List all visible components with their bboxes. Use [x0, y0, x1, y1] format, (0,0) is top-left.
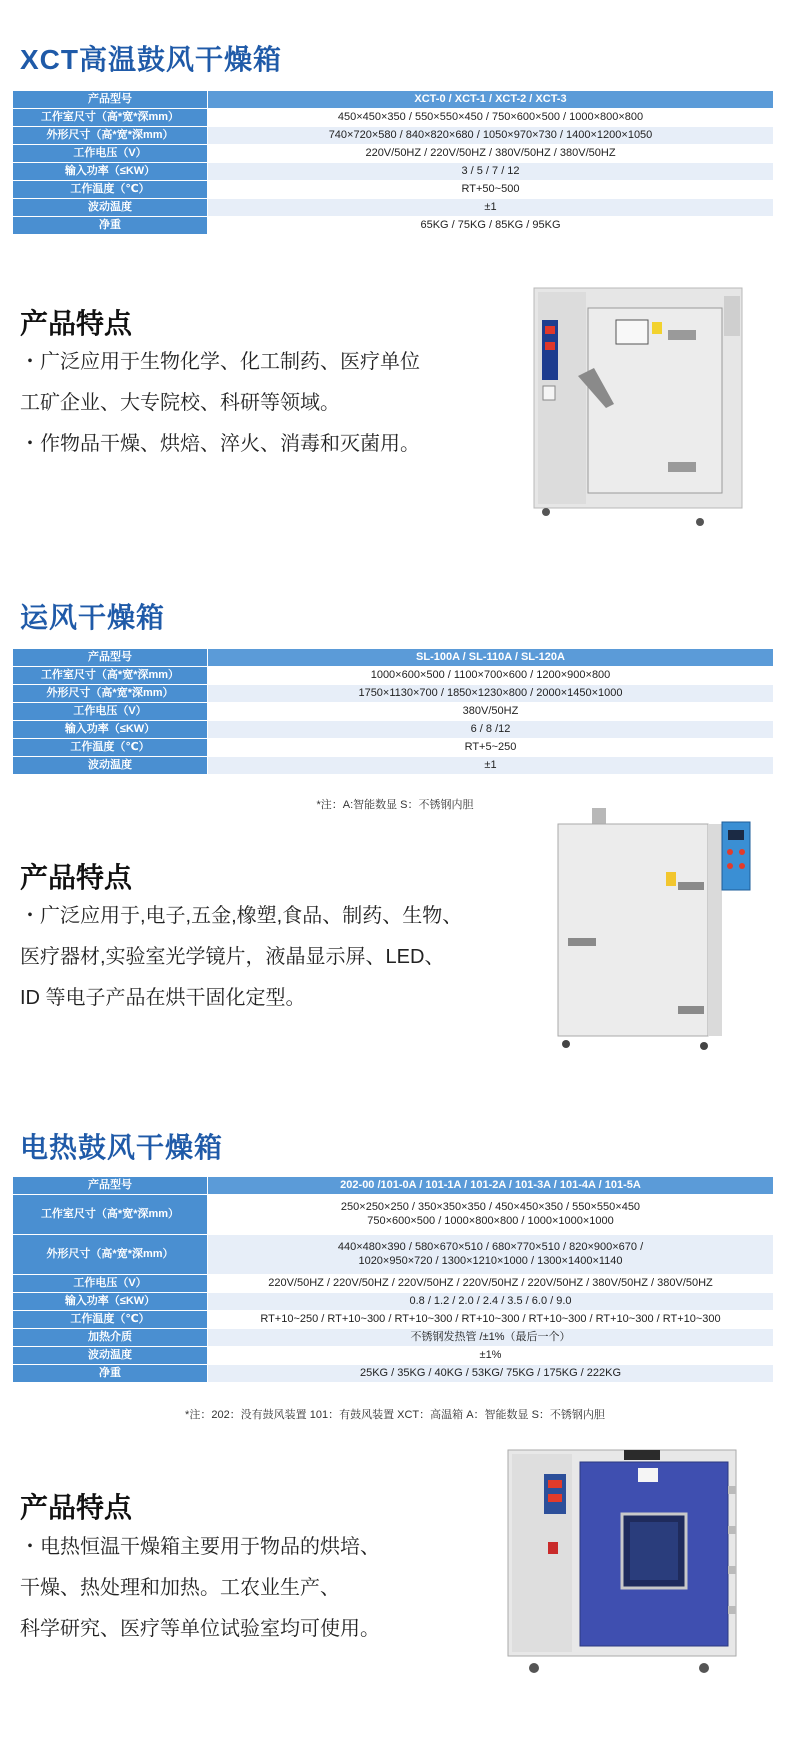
table-row — [13, 109, 774, 127]
row-value: ±1 — [208, 757, 774, 775]
table-row — [13, 667, 774, 685]
table-row — [13, 91, 774, 109]
row-value: 380V/50HZ — [208, 703, 774, 721]
table-row — [13, 757, 774, 775]
row-value: 25KG / 35KG / 40KG / 53KG/ 75KG / 175KG / 222KG — [208, 1365, 774, 1383]
row-value: XCT-0 / XCT-1 / XCT-2 / XCT-3 — [208, 91, 774, 109]
row-label: 工作温度（℃） — [13, 739, 208, 757]
row-label: 输入功率（≤KW） — [13, 163, 208, 181]
table-row — [13, 145, 774, 163]
row-value: 440×480×390 / 580×670×510 / 680×770×510 / 820×900×670 / 1020×950×720 / 1300×1210×1000 / 1300×1400×1140 — [208, 1235, 774, 1275]
row-label: 工作电压（V） — [13, 145, 208, 163]
row-value: 740×720×580 / 840×820×680 / 1050×970×730 / 1400×1200×1050 — [208, 127, 774, 145]
row-value: 0.8 / 1.2 / 2.0 / 2.4 / 3.5 / 6.0 / 9.0 — [208, 1293, 774, 1311]
feature-line: 医疗器材,实验室光学镜片，液晶显示屏、LED、 — [20, 946, 445, 968]
sl-oven-image — [554, 806, 754, 1054]
row-label: 工作温度（℃） — [13, 181, 208, 199]
table-row — [13, 1293, 774, 1311]
table-row — [13, 1235, 774, 1275]
feature-line: ・作物品干燥、烘焙、淬火、消毒和灭菌用。 — [20, 433, 420, 455]
section-1-title: XCT高温鼓风干燥箱 — [20, 44, 283, 75]
section-3-features-title: 产品特点 — [20, 1492, 133, 1523]
row-label: 工作电压（V） — [13, 703, 208, 721]
row-value: 1000×600×500 / 1100×700×600 / 1200×900×800 — [208, 667, 774, 685]
row-label: 波动温度 — [13, 757, 208, 775]
feature-line: ・电热恒温干燥箱主要用于物品的烘培、 — [20, 1536, 380, 1558]
row-value: 65KG / 75KG / 85KG / 95KG — [208, 217, 774, 235]
feature-line: ・广泛应用于生物化学、化工制药、医疗单位 — [20, 351, 420, 373]
row-label: 波动温度 — [13, 199, 208, 217]
row-label: 净重 — [13, 217, 208, 235]
table-row — [13, 721, 774, 739]
row-value: 3 / 5 / 7 / 12 — [208, 163, 774, 181]
xct-oven-image — [528, 286, 748, 530]
row-label: 外形尺寸（高*宽*深mm） — [13, 127, 208, 145]
section-2-features-title: 产品特点 — [20, 862, 133, 893]
table-row — [13, 199, 774, 217]
row-label: 工作室尺寸（高*宽*深mm） — [13, 109, 208, 127]
row-value: SL-100A / SL-110A / SL-120A — [208, 649, 774, 667]
table-row — [13, 685, 774, 703]
row-value: 1750×1130×700 / 1850×1230×800 / 2000×1450×1000 — [208, 685, 774, 703]
row-value: ±1% — [208, 1347, 774, 1365]
row-value: 220V/50HZ / 220V/50HZ / 220V/50HZ / 220V/50HZ / 220V/50HZ / 380V/50HZ / 380V/50HZ — [208, 1275, 774, 1293]
table-row — [13, 1275, 774, 1293]
table-row — [13, 1311, 774, 1329]
row-label: 波动温度 — [13, 1347, 208, 1365]
row-label: 工作室尺寸（高*宽*深mm） — [13, 1195, 208, 1235]
row-value: 202-00 /101-0A / 101-1A / 101-2A / 101-3A / 101-4A / 101-5A — [208, 1177, 774, 1195]
row-value: 450×450×350 / 550×550×450 / 750×600×500 / 1000×800×800 — [208, 109, 774, 127]
row-label: 产品型号 — [13, 649, 208, 667]
feature-line: ID 等电子产品在烘干固化定型。 — [20, 987, 306, 1009]
table-row — [13, 1195, 774, 1235]
row-label: 净重 — [13, 1365, 208, 1383]
electric-oven-image — [504, 1446, 740, 1678]
feature-line: 干燥、热处理和加热。工农业生产、 — [20, 1577, 340, 1599]
row-value: 220V/50HZ / 220V/50HZ / 380V/50HZ / 380V/50HZ — [208, 145, 774, 163]
table-row — [13, 181, 774, 199]
row-value: RT+50~500 — [208, 181, 774, 199]
table-row — [13, 163, 774, 181]
row-label: 输入功率（≤KW） — [13, 721, 208, 739]
section-1-spec-table — [12, 90, 774, 235]
row-value: RT+10~250 / RT+10~300 / RT+10~300 / RT+10~300 / RT+10~300 / RT+10~300 / RT+10~300 — [208, 1311, 774, 1329]
table-row — [13, 1329, 774, 1347]
row-label: 产品型号 — [13, 91, 208, 109]
row-value: 250×250×250 / 350×350×350 / 450×450×350 / 550×550×450 750×600×500 / 1000×800×800 / 1000×1000×1000 — [208, 1195, 774, 1235]
row-label: 外形尺寸（高*宽*深mm） — [13, 1235, 208, 1275]
section-3-note: *注：202：没有鼓风装置 101：有鼓风装置 XCT：高温箱 A：智能数显 S：不锈钢内胆 — [185, 1409, 605, 1421]
row-value: 不锈钢发热管 /±1%（最后一个） — [208, 1329, 774, 1347]
row-label: 工作温度（℃） — [13, 1311, 208, 1329]
row-value: ±1 — [208, 199, 774, 217]
feature-line: ・广泛应用于,电子,五金,橡塑,食品、制药、生物、 — [20, 905, 463, 927]
row-value: RT+5~250 — [208, 739, 774, 757]
table-row — [13, 217, 774, 235]
row-label: 工作电压（V） — [13, 1275, 208, 1293]
feature-line: 科学研究、医疗等单位试验室均可使用。 — [20, 1618, 380, 1640]
section-2-spec-table — [12, 648, 774, 775]
section-2-note: *注：A:智能数显 S：不锈钢内胆 — [316, 799, 474, 811]
row-label: 外形尺寸（高*宽*深mm） — [13, 685, 208, 703]
row-label: 输入功率（≤KW） — [13, 1293, 208, 1311]
table-row — [13, 1347, 774, 1365]
row-value: 6 / 8 /12 — [208, 721, 774, 739]
table-row — [13, 127, 774, 145]
table-row — [13, 739, 774, 757]
section-1-features-title: 产品特点 — [20, 308, 133, 339]
section-3-spec-table — [12, 1176, 774, 1383]
table-row — [13, 1177, 774, 1195]
table-row — [13, 1365, 774, 1383]
section-2-title: 运风干燥箱 — [20, 602, 166, 633]
row-label: 工作室尺寸（高*宽*深mm） — [13, 667, 208, 685]
row-label: 产品型号 — [13, 1177, 208, 1195]
table-row — [13, 649, 774, 667]
feature-line: 工矿企业、大专院校、科研等领域。 — [20, 392, 340, 414]
row-label: 加热介质 — [13, 1329, 208, 1347]
section-3-title: 电热鼓风干燥箱 — [20, 1132, 224, 1163]
table-row — [13, 703, 774, 721]
